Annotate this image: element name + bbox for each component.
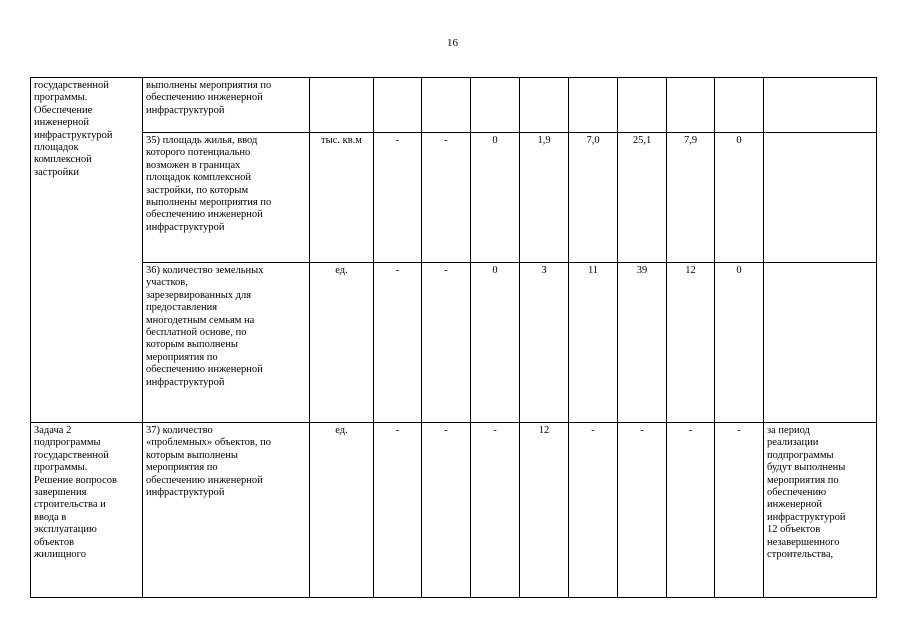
unit-cell: ед. [310,423,374,598]
value-cell: 1,9 [520,133,569,263]
value-cell [422,78,471,133]
value-cell: 12 [520,423,569,598]
note-cell [764,78,877,133]
table-row [31,78,877,133]
value-cell: - [422,263,471,423]
value-cell: 12 [667,263,715,423]
value-cell: 0 [715,133,764,263]
table-row [31,263,877,423]
note-cell [764,133,877,263]
page-number: 16 [447,37,458,49]
value-cell [520,78,569,133]
value-cell: - [374,423,422,598]
value-cell: - [374,263,422,423]
unit-cell: тыс. кв.м [310,133,374,263]
value-cell [715,78,764,133]
value-cell: 7,9 [667,133,715,263]
value-cell: 7,0 [569,133,618,263]
indicator-cell: 37) количество «проблемных» объектов, по которым выполнены мероприятия по обеспечению инженерной инфраструктурой [143,423,310,598]
indicators-table [30,77,877,598]
value-cell: 3 [520,263,569,423]
unit-cell: ед. [310,263,374,423]
value-cell: 0 [471,263,520,423]
value-cell [569,78,618,133]
note-cell [764,263,877,423]
value-cell: - [618,423,667,598]
value-cell: - [569,423,618,598]
value-cell [667,78,715,133]
goal-cell: Задача 2 подпрограммы государственной программы. Решение вопросов завершения строительства и ввода в эксплуатацию объектов жилищного [31,423,143,598]
value-cell: - [422,423,471,598]
value-cell: - [667,423,715,598]
unit-cell [310,78,374,133]
value-cell: 25,1 [618,133,667,263]
value-cell: - [715,423,764,598]
value-cell: - [471,423,520,598]
value-cell: - [422,133,471,263]
value-cell: 0 [471,133,520,263]
value-cell: - [374,133,422,263]
value-cell [374,78,422,133]
indicator-cell: 35) площадь жилья, ввод которого потенциально возможен в границах площадок комплексной застройки, по которым выполнены мероприятия по обеспечению инженерной инфраструктурой [143,133,310,263]
goal-cell: государственной программы. Обеспечение инженерной инфраструктурой площадок комплексной застройки [31,78,143,423]
value-cell: 11 [569,263,618,423]
note-cell: за период реализации подпрограммы будут выполнены мероприятия по обеспечению инженерной инфраструктурой 12 объектов незавершенного строительства, [764,423,877,598]
value-cell: 0 [715,263,764,423]
table-row [31,423,877,598]
value-cell [618,78,667,133]
value-cell: 39 [618,263,667,423]
indicator-cell: выполнены мероприятия по обеспечению инженерной инфраструктурой [143,78,310,133]
indicator-cell: 36) количество земельных участков, зарезервированных для предоставления многодетным семьям на бесплатной основе, по которым выполнены мероприятия по обеспечению инженерной инфраструктурой [143,263,310,423]
table-row [31,133,877,263]
value-cell [471,78,520,133]
